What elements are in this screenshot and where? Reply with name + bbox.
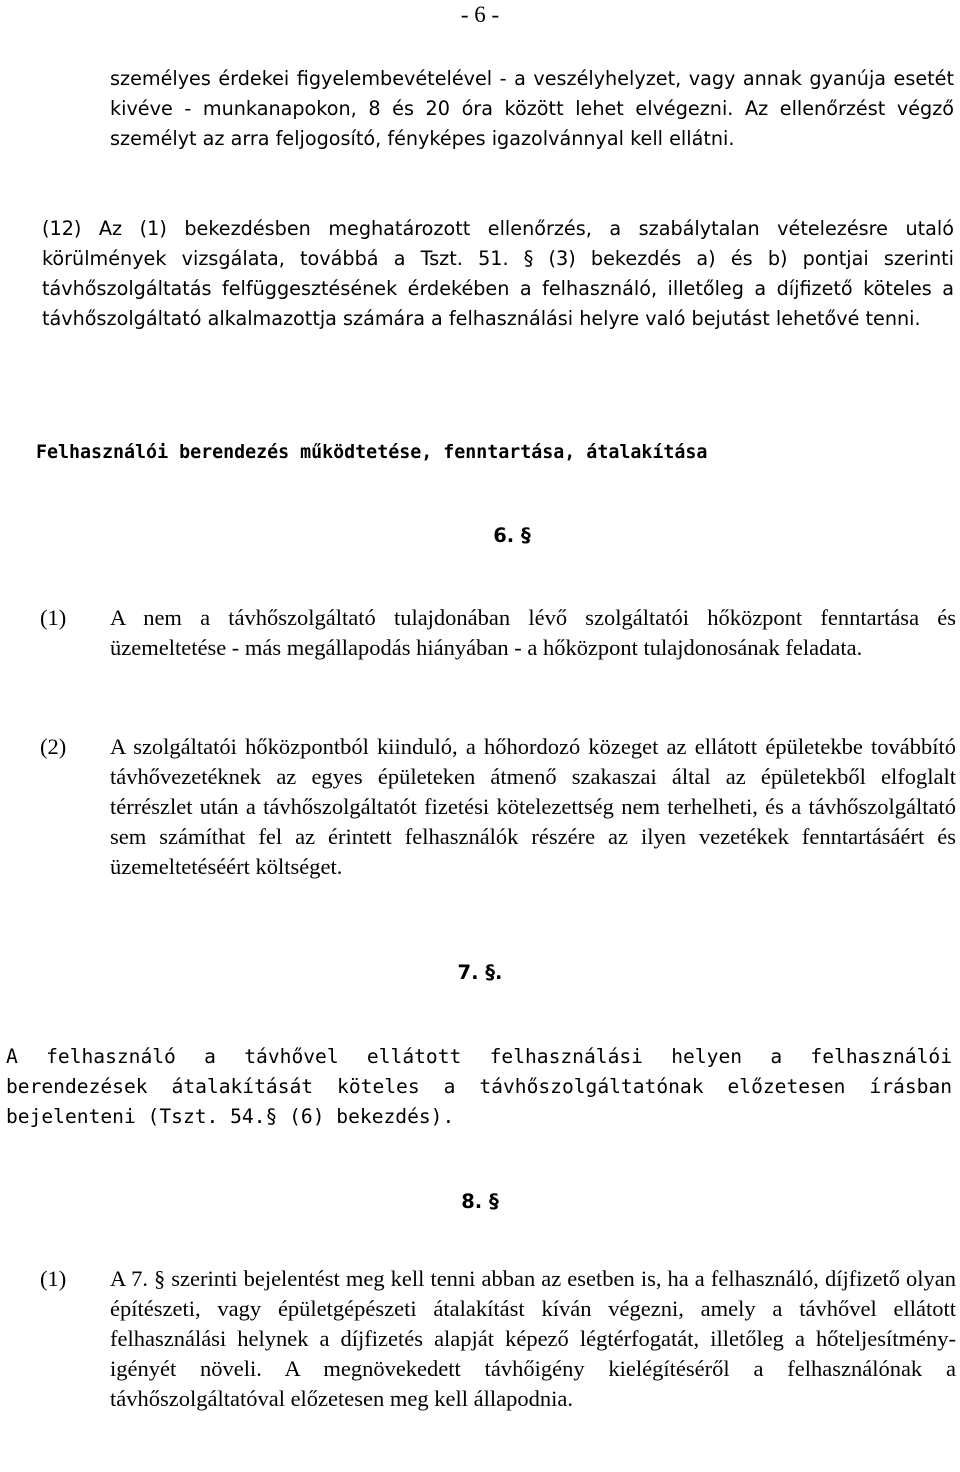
item-text: A szolgáltatói hőközpontból kiinduló, a hőhordozó közeget az ellátott épületekbe továbbító távhővezetéknek az egyes épületeken átmenő szakaszai által az épületekből elfoglalt térrészlet után a távhőszolgáltatót fizetési kötelezettség nem terhelheti, és a távhőszolgáltató sem számíthat fel az érintett felhasználók részére az ilyen vezetékek fenntartásáért és üzemeltetéséért költséget. — [110, 734, 956, 879]
item-text: A 7. § szerinti bejelentést meg kell tenni abban az esetben is, ha a felhasználó, díjfizető olyan építészeti, vagy épületgépészeti átalakítást kíván végezni, amely a távhővel ellátott felhasználási helynek a díjfizetés alapját képező légtérfogatát, illetőleg a hőteljesítmény-igényét növeli. A megnövekedett távhőigény kielégítéséről a felhasználónak a távhőszolgáltatóval előzetesen meg kell állapodnia. — [110, 1266, 956, 1411]
section-heading: Felhasználói berendezés működtetése, fenntartása, átalakítása — [36, 442, 708, 463]
section-8-title: 8. § — [461, 1190, 499, 1213]
paragraph-12: (12) Az (1) bekezdésben meghatározott ellenőrzés, a szabálytalan vételezésre utaló körülmények vizsgálata, továbbá a Tszt. 51. § (3) bekezdés a) és b) pontjai szerinti távhőszolgáltatás felfüggesztésének érdekében a felhasználó, illetőleg a díjfizető köteles a távhőszolgáltató alkalmazottja számára a felhasználási helyre való bejutást lehetővé tenni. — [42, 217, 954, 330]
item-number: (1) — [40, 605, 67, 630]
page-number: - 6 - — [460, 2, 500, 27]
intro-paragraph: személyes érdekei figyelembevételével - a veszélyhelyzet, vagy annak gyanúja esetét kivéve - munkanapokon, 8 és 20 óra között lehet elvégezni. Az ellenőrzést végző személyt az arra feljogosító, fényképes igazolvánnyal kell ellátni. — [110, 67, 954, 150]
section-8-item-1 — [40, 1264, 956, 1414]
item-number: (2) — [40, 734, 67, 759]
section-7-text: A felhasználó a távhővel ellátott felhasználási helyen a felhasználói berendezések átalakítását köteles a távhőszolgáltatónak előzetesen írásban bejelenteni (Tszt. 54.§ (6) bekezdés). — [6, 1045, 952, 1128]
item-number: (1) — [40, 1266, 67, 1291]
item-text: A nem a távhőszolgáltató tulajdonában lévő szolgáltatói hőközpont fenntartása és üzemeltetése - más megállapodás hiányában - a hőközpont tulajdonosának feladata. — [110, 605, 956, 660]
section-6-title: 6. § — [493, 524, 531, 547]
section-6-item-1 — [40, 603, 956, 663]
section-6-item-2 — [40, 732, 956, 882]
section-7-title: 7. §. — [457, 961, 503, 984]
